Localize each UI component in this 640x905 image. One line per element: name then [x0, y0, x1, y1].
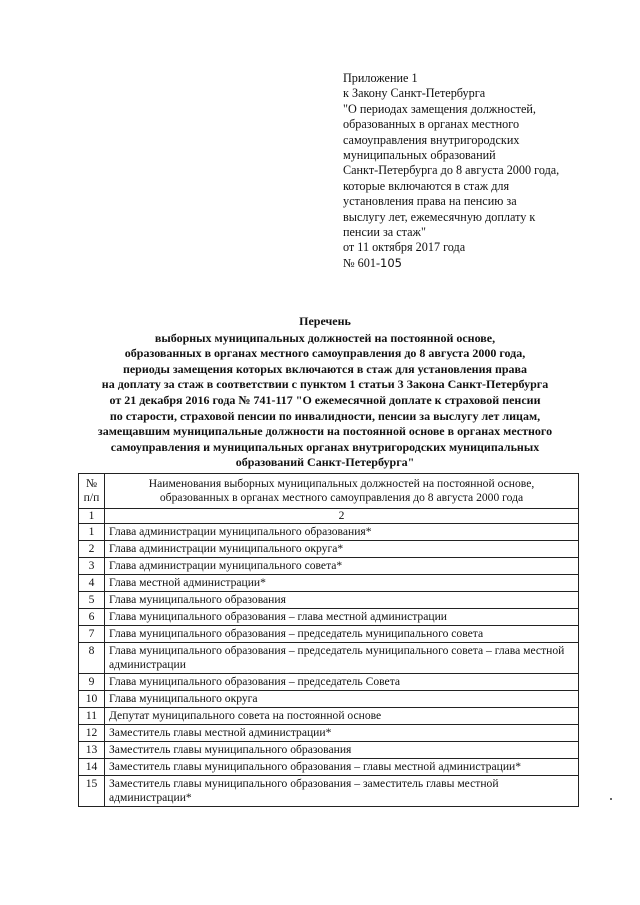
- appendix-line: выслугу лет, ежемесячную доплату к: [343, 209, 536, 224]
- list-heading: [70, 314, 580, 471]
- row-number: 6: [79, 609, 105, 626]
- column-index-row: [79, 509, 579, 524]
- row-position-name: Депутат муниципального совета на постоянной основе: [105, 708, 579, 725]
- appendix-line: Приложение 1: [343, 71, 418, 85]
- heading-line: замещавшим муниципальные должности на постоянной основе в органах местного: [97, 424, 553, 439]
- row-position-name: Глава администрации муниципального образования*: [105, 524, 579, 541]
- row-position-name: Заместитель главы муниципального образования: [105, 742, 579, 759]
- header-name-line: образованных в органах местного самоуправления до 8 августа 2000 года: [159, 491, 524, 504]
- appendix-line: которые включаются в стаж для: [343, 178, 510, 193]
- header-number-abbr: п/п: [83, 491, 100, 504]
- appendix-line: установления права на пенсию за: [343, 194, 517, 209]
- law-number-handwritten: 105: [380, 255, 402, 270]
- header-name-line: Наименования выборных муниципальных должностей на постоянной основе,: [148, 477, 535, 490]
- appendix-number: [343, 256, 593, 271]
- row-number: 9: [79, 674, 105, 691]
- row-position-name: Заместитель главы местной администрации*: [105, 725, 579, 742]
- row-number: 12: [79, 725, 105, 742]
- table-header-row: [79, 474, 579, 509]
- table-row: [79, 643, 579, 674]
- table-row: [79, 524, 579, 541]
- row-number: 7: [79, 626, 105, 643]
- appendix-line: "О периодах замещения должностей,: [343, 101, 536, 116]
- row-position-name: Заместитель главы муниципального образования – главы местной администрации*: [105, 759, 579, 776]
- appendix-line: муниципальных образований: [343, 148, 496, 163]
- scan-speck: [610, 798, 612, 800]
- row-number: 13: [79, 742, 105, 759]
- row-number: 10: [79, 691, 105, 708]
- heading-line: на доплату за стаж в соответствии с пунктом 1 статьи 3 Закона Санкт-Петербурга: [101, 377, 549, 392]
- heading-line: образований Санкт-Петербурга": [235, 455, 415, 470]
- row-number: 1: [79, 524, 105, 541]
- heading-line: самоуправления и муниципальных органах внутригородских муниципальных: [110, 439, 540, 454]
- column-index-cell: 2: [105, 509, 579, 524]
- appendix-date: от 11 октября 2017 года: [343, 240, 466, 255]
- table-row: [79, 725, 579, 742]
- table-row: [79, 759, 579, 776]
- table-row: [79, 541, 579, 558]
- table-row: [79, 708, 579, 725]
- law-number-prefix: № 601-: [343, 255, 381, 270]
- row-number: 8: [79, 643, 105, 674]
- table-row: [79, 691, 579, 708]
- row-number: 11: [79, 708, 105, 725]
- row-position-name: Глава муниципального округа: [105, 691, 579, 708]
- heading-line: выборных муниципальных должностей на постоянной основе,: [154, 330, 496, 345]
- row-position-name: Заместитель главы муниципального образования – заместитель главы местной администрации*: [105, 776, 579, 807]
- row-position-name: Глава местной администрации*: [105, 575, 579, 592]
- appendix-line: к Закону Санкт-Петербурга: [343, 86, 486, 101]
- appendix-line: Санкт-Петербурга до 8 августа 2000 года,: [343, 163, 560, 178]
- table-row: [79, 558, 579, 575]
- row-position-name: Глава муниципального образования – председатель муниципального совета – глава местной администрации: [105, 643, 579, 674]
- row-position-name: Глава муниципального образования – председатель Совета: [105, 674, 579, 691]
- table-row: [79, 592, 579, 609]
- appendix-line: образованных в органах местного: [343, 117, 520, 132]
- appendix-line: самоуправления внутригородских: [343, 132, 520, 147]
- row-position-name: Глава муниципального образования – председатель муниципального совета: [105, 626, 579, 643]
- row-number: 5: [79, 592, 105, 609]
- table-row: [79, 575, 579, 592]
- row-position-name: Глава муниципального образования – глава местной администрации: [105, 609, 579, 626]
- table-row: [79, 742, 579, 759]
- heading-line: по старости, страховой пенсии по инвалидности, пенсии за выслугу лет лицам,: [109, 408, 541, 423]
- row-number: 15: [79, 776, 105, 807]
- positions-table: [78, 473, 579, 807]
- table-row: [79, 626, 579, 643]
- row-number: 14: [79, 759, 105, 776]
- header-number-sign: №: [85, 477, 98, 490]
- row-position-name: Глава администрации муниципального совета*: [105, 558, 579, 575]
- table-row: [79, 776, 579, 807]
- table-row: [79, 674, 579, 691]
- row-number: 3: [79, 558, 105, 575]
- heading-line: образованных в органах местного самоуправления до 8 августа 2000 года,: [124, 346, 526, 361]
- heading-line: от 21 декабря 2016 года № 741-117 "О ежемесячной доплате к страховой пенсии: [109, 392, 541, 407]
- table-row: [79, 609, 579, 626]
- header-name-cell: [105, 474, 579, 509]
- appendix-line: пенсии за стаж": [343, 225, 426, 240]
- row-position-name: Глава муниципального образования: [105, 592, 579, 609]
- row-number: 4: [79, 575, 105, 592]
- row-number: 2: [79, 541, 105, 558]
- row-position-name: Глава администрации муниципального округа*: [105, 541, 579, 558]
- header-number-cell: [79, 474, 105, 509]
- heading-title: Перечень: [299, 314, 351, 328]
- column-index-cell: 1: [79, 509, 105, 524]
- appendix-block: [343, 71, 593, 271]
- heading-line: периоды замещения которых включаются в стаж для установления права: [122, 361, 528, 376]
